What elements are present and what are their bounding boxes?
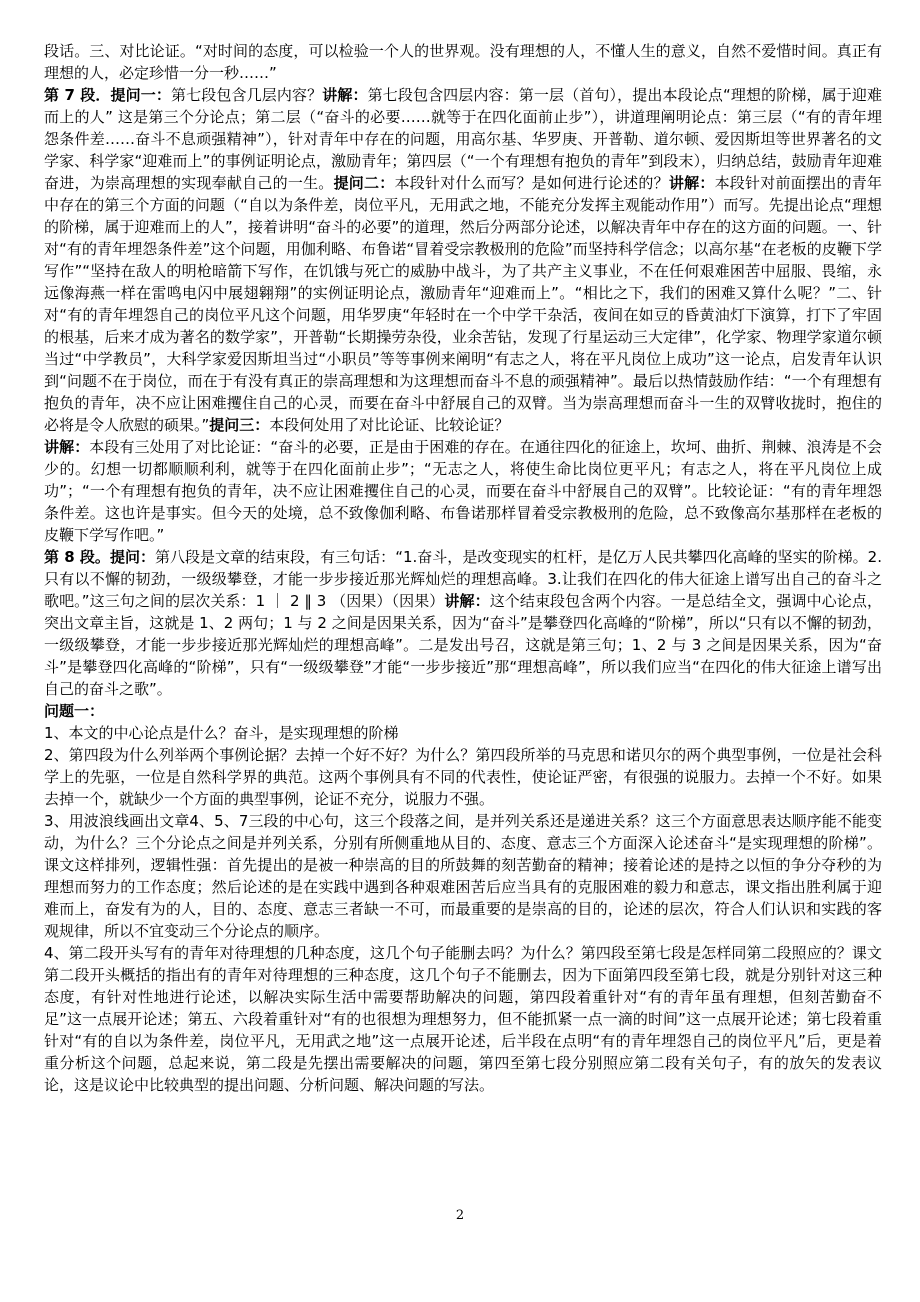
paragraph	[44, 942, 882, 1096]
document-body	[44, 40, 882, 1096]
body-text: 3、用波浪线画出文章4、5、7三段的中心句，这三个段落之间，是并列关系还是递进关系？这三个方面意思表达顺序能不能变动，为什么？三个分论点之间是并列关系，分别有所侧重地从目的、态度、意志三个方面深入论述奋斗“是实现理想的阶梯”。课文这样排列，逻辑性强：首先提出的是被一种崇高的目的所鼓舞的刻苦勤奋的精神；接着论述的是持之以恒的争分夺秒的为理想而努力的工作态度；然后论述的是在实践中遇到各种艰难困苦后应当具有的克服困难的毅力和意志，课文指出胜利属于迎难而上，奋发有为的人，目的、态度、意志三者缺一不可，而最重要的是崇高的目的，论述的层次，符合人们认识和实践的客观规律，所以不宜变动三个分论点的顺序。	[44, 812, 882, 940]
paragraph	[44, 40, 882, 84]
bold-label: 提问二：	[333, 174, 395, 192]
body-text: 1、本文的中心论点是什么？奋斗，是实现理想的阶梯	[44, 724, 399, 742]
body-text: 这个结束段包含两个内容。一是总结全文，强调中心论点，突出文章主旨，这就是 1、2 两句；1 与 2 之间是因果关系，因为“奋斗”是攀登四化高峰的“阶梯”，所以“只有以不懈的韧劲，一级级攀登，才能一步步接近那光辉灿烂的理想高峰”。二是发出号召，这就是第三句；1、2 与 3 之间是因果关系，因为“奋斗”是攀登四化高峰的“阶梯”，只有“一级级攀登”才能“一步步接近”那“理想高峰”，所以我们应当“在四化的伟大征途上谱写出自己的奋斗之歌”。	[44, 592, 882, 698]
bold-label: 讲解：	[44, 438, 90, 456]
paragraph	[44, 84, 882, 436]
body-text: 第七段包含几层内容？	[170, 86, 323, 104]
body-text: 本段针对什么而写？是如何进行论述的？	[394, 174, 669, 192]
paragraph	[44, 722, 882, 744]
body-text: 段话。三、对比论证。“对时间的态度，可以检验一个人的世界观。没有理想的人，不懂人生的意义，自然不爱惜时间。真正有理想的人，必定珍惜一分一秒……”	[44, 42, 882, 82]
body-text: 本段何处用了对比论证、比较论证？	[269, 416, 510, 434]
paragraph	[44, 810, 882, 942]
bold-label: 讲解：	[668, 174, 715, 192]
paragraph	[44, 744, 882, 810]
bold-label: 第 7 段．提问一：	[44, 86, 171, 104]
bold-label: 讲解：	[444, 592, 490, 610]
body-text: 本段针对前面摆出的青年中存在的第三个方面的问题（“自以为条件差，岗位平凡，无用武之地，不能充分发挥主观能动作用”）而写。先提出论点“理想的阶梯，属于迎难而上的人”，接着讲明“奋斗的必要”的道理，然后分两部分论述，以解决青年中存在的这方面的问题。一、针对“有的青年埋怨条件差”这个问题，用伽利略、布鲁诺“冒着受宗教极刑的危险”而坚持科学信念；以高尔基“在老板的皮鞭下学写作”“坚持在敌人的明枪暗箭下写作，在饥饿与死亡的威胁中战斗，为了共产主义事业，不在任何艰难困苦中屈服、畏缩，永远像海燕一样在雷鸣电闪中展翅翱翔”的实例证明论点，激励青年“迎难而上”。“相比之下，我们的困难又算什么呢？”二、针对“有的青年埋怨自己的岗位平凡这个问题，用华罗庚“年轻时在一个中学干杂活，夜间在如豆的昏黄油灯下演算，打下了牢固的根基，后来才成为著名的数学家”，开普勒“长期操劳杂役，业余苦钻，发现了行星运动三大定律”，化学家、物理学家道尔顿当过“中学教员”，大科学家爱因斯坦当过“小职员”等等事例来阐明“有志之人，将在平凡岗位上成功”这一论点，启发青年认识到“问题不在于岗位，而在于有没有真正的崇高理想和为这理想而奋斗不息的顽强精神”。最后以热情鼓励作结：“一个有理想有抱负的青年，决不应让困难攫住自己的心灵，而要在奋斗中舒展自己的双臂。当为崇高理想而奋斗一生的双臂收拢时，抱住的必将是令人欣慰的硕果。”	[44, 174, 882, 434]
paragraph	[44, 700, 882, 722]
page-number: 2	[455, 1208, 465, 1223]
body-text: 2、第四段为什么列举两个事例论据？去掉一个好不好？为什么？第四段所举的马克思和诺贝尔的两个典型事例，一位是社会科学上的先驱，一位是自然科学界的典范。这两个事例具有不同的代表性，使论证严密，有很强的说服力。去掉一个不好。如果去掉一个，就缺少一个方面的典型事例，论证不充分，说服力不强。	[44, 746, 882, 808]
body-text: 第七段包含四层内容：第一层（首句），提出本段论点“理想的阶梯，属于迎难而上的人” 这是第三个分论点；第二层（“奋斗的必要……就等于在四化面前止步”），讲道理阐明论点：第三层（“有的青年埋怨条件差……奋斗不息顽强精神”），针对青年中存在的问题，用高尔基、华罗庚、开普勒、道尔顿、爱因斯坦等世界著名的文学家、科学家“迎难而上”的事例证明论点，激励青年；第四层（“一个有理想有抱负的青年”到段末），归纳总结，鼓励青年迎难奋进，为崇高理想的实现奉献自己的一生。	[44, 86, 882, 192]
body-text: 本段有三处用了对比论证：“奋斗的必要，正是由于困难的存在。在通往四化的征途上，坎坷、曲折、荆棘、浪涛是不会少的。幻想一切都顺顺利利，就等于在四化面前止步”；“无志之人，将使生命比岗位更平凡；有志之人，将在平凡岗位上成功”；“一个有理想有抱负的青年，决不应让困难攫住自己的心灵，而要在奋斗中舒展自己的双臂”。比较论证：“有的青年埋怨条件差。这也许是事实。但今天的处境，总不致像伽利略、布鲁诺那样冒着受宗教极刑的危险，总不致像高尔基那样在老板的皮鞭下学写作吧。”	[44, 438, 882, 544]
paragraph	[44, 546, 882, 700]
bold-label: 第 8 段。提问：	[44, 548, 155, 566]
body-text: 第八段是文章的结束段，有三句话：“1.奋斗，是改变现实的杠杆，是亿万人民共攀四化高峰的坚实的阶梯。2.只有以不懈的韧劲，一级级攀登，才能一步步接近那光辉灿烂的理想高峰。3.让我们在四化的伟大征途上谱写出自己的奋斗之歌吧。”这三句之间的层次关系：1 ｜ 2 ‖ 3 （因果）（因果）	[44, 548, 882, 610]
bold-label: 讲解：	[322, 86, 368, 104]
paragraph	[44, 436, 882, 546]
body-text: 4、第二段开头写有的青年对待理想的几种态度，这几个句子能删去吗？为什么？第四段至第七段是怎样同第二段照应的？课文第二段开头概括的指出有的青年对待理想的三种态度，这几个句子不能删去，因为下面第四段至第七段，就是分别针对这三种态度，有针对性地进行论述，以解决实际生活中需要帮助解决的问题，第四段着重针对“有的青年虽有理想，但刻苦勤奋不足”这一点展开论述；第五、六段着重针对“有的也很想为理想努力，但不能抓紧一点一滴的时间”这一点展开论述；第七段着重针对“有的自以为条件差，岗位平凡，无用武之地”这一点展开论述，后半段在点明“有的青年埋怨自己的岗位平凡”后，更是着重分析这个问题，总起来说，第二段是先摆出需要解决的问题，第四至第七段分别照应第二段有关句子，有的放矢的发表议论，这是议论中比较典型的提出问题、分析问题、解决问题的写法。	[44, 944, 882, 1094]
bold-label: 提问三：	[209, 416, 270, 434]
bold-label: 问题一：	[44, 702, 105, 720]
